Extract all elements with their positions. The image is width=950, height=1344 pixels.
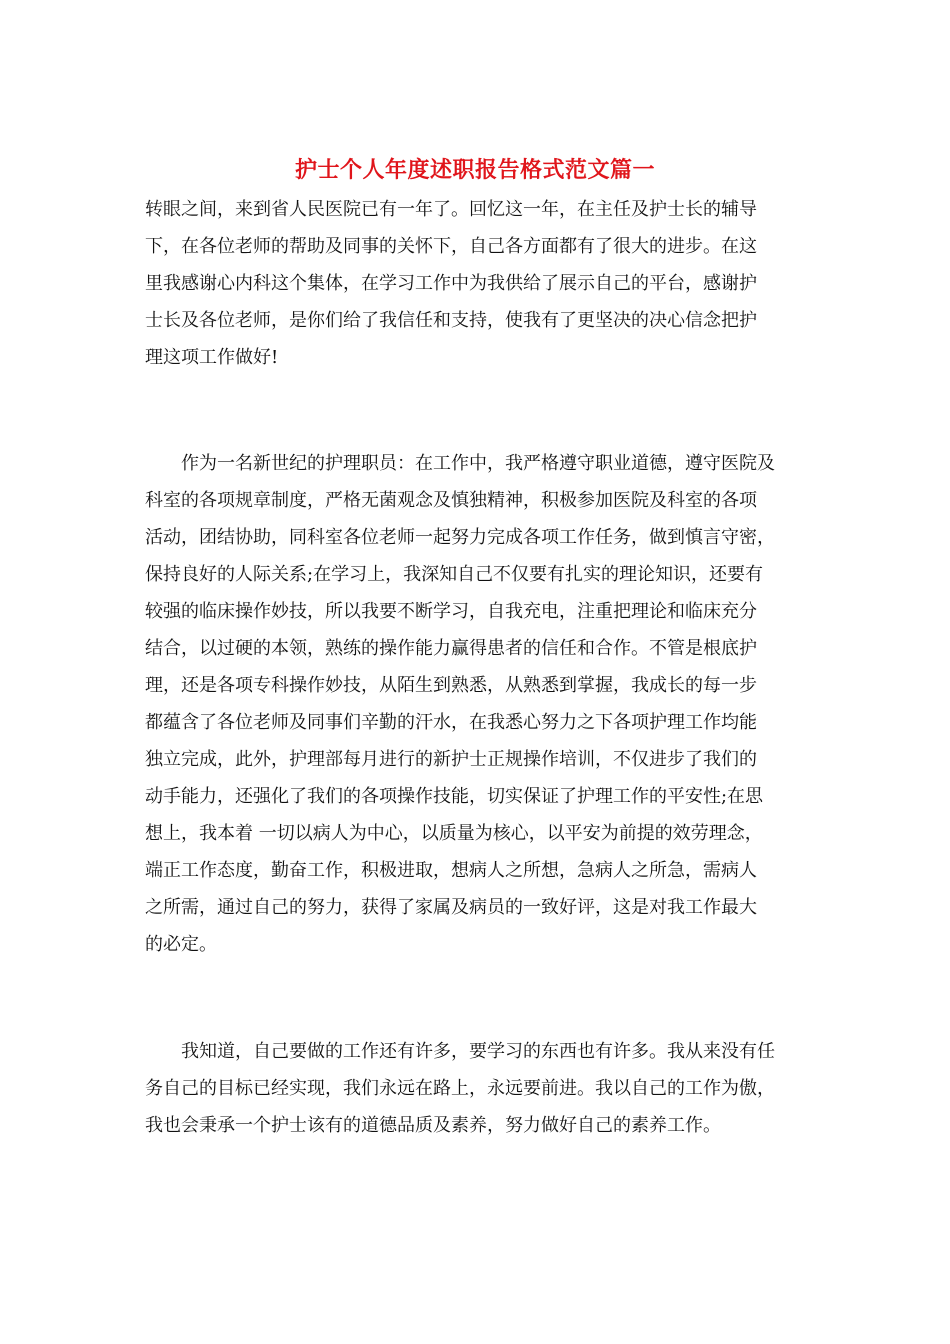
paragraph-2-line-13: 之所需，通过自己的努力，获得了家属及病员的一致好评，这是对我工作最大 [145, 897, 757, 918]
paragraph-2-line-11: 想上，我本着 一切以病人为中心，以质量为核心，以平安为前提的效劳理念， [145, 823, 763, 844]
paragraph-2-line-6: 结合，以过硬的本领，熟练的操作能力赢得患者的信任和合作。不管是根底护 [145, 638, 757, 659]
paragraph-3-line-3: 我也会秉承一个护士该有的道德品质及素养，努力做好自己的素养工作。 [145, 1115, 721, 1136]
paragraph-1-line-5: 理这项工作做好! [145, 347, 279, 368]
paragraph-1-line-2: 下，在各位老师的帮助及同事的关怀下，自己各方面都有了很大的进步。在这 [145, 236, 757, 257]
paragraph-2-line-12: 端正工作态度，勤奋工作，积极进取，想病人之所想，急病人之所急，需病人 [145, 860, 757, 881]
paragraph-2-line-5: 较强的临床操作妙技，所以我要不断学习，自我充电，注重把理论和临床充分 [145, 601, 757, 622]
paragraph-2-line-4: 保持良好的人际关系;在学习上，我深知自己不仅要有扎实的理论知识，还要有 [145, 564, 764, 585]
paragraph-2-line-3: 活动，团结协助，同科室各位老师一起努力完成各项工作任务，做到慎言守密， [145, 527, 775, 548]
document-title: 护士个人年度述职报告格式范文篇一 [294, 157, 655, 183]
paragraph-1-line-1: 转眼之间，来到省人民医院已有一年了。回忆这一年，在主任及护士长的辅导 [145, 199, 757, 220]
paragraph-1-line-3: 里我感谢心内科这个集体，在学习工作中为我供给了展示自己的平台，感谢护 [145, 273, 757, 294]
paragraph-3-line-1: 我知道，自己要做的工作还有许多，要学习的东西也有许多。我从来没有任 [145, 1041, 775, 1062]
paragraph-1-line-4: 士长及各位老师，是你们给了我信任和支持，使我有了更坚决的决心信念把护 [145, 310, 757, 331]
paragraph-2-line-10: 动手能力，还强化了我们的各项操作技能，切实保证了护理工作的平安性;在思 [145, 786, 764, 807]
paragraph-2-line-8: 都蕴含了各位老师及同事们辛勤的汗水，在我悉心努力之下各项护理工作均能 [145, 712, 757, 733]
paragraph-2-line-2: 科室的各项规章制度，严格无菌观念及慎独精神，积极参加医院及科室的各项 [145, 490, 757, 511]
paragraph-2-line-7: 理，还是各项专科操作妙技，从陌生到熟悉，从熟悉到掌握，我成长的每一步 [145, 675, 757, 696]
paragraph-3-line-2: 务自己的目标已经实现，我们永远在路上，永远要前进。我以自己的工作为傲， [145, 1078, 775, 1099]
paragraph-2-line-1: 作为一名新世纪的护理职员：在工作中，我严格遵守职业道德，遵守医院及 [145, 453, 775, 474]
paragraph-2-line-9: 独立完成，此外，护理部每月进行的新护士正规操作培训，不仅进步了我们的 [145, 749, 757, 770]
paragraph-2-line-14: 的必定。 [145, 934, 217, 955]
